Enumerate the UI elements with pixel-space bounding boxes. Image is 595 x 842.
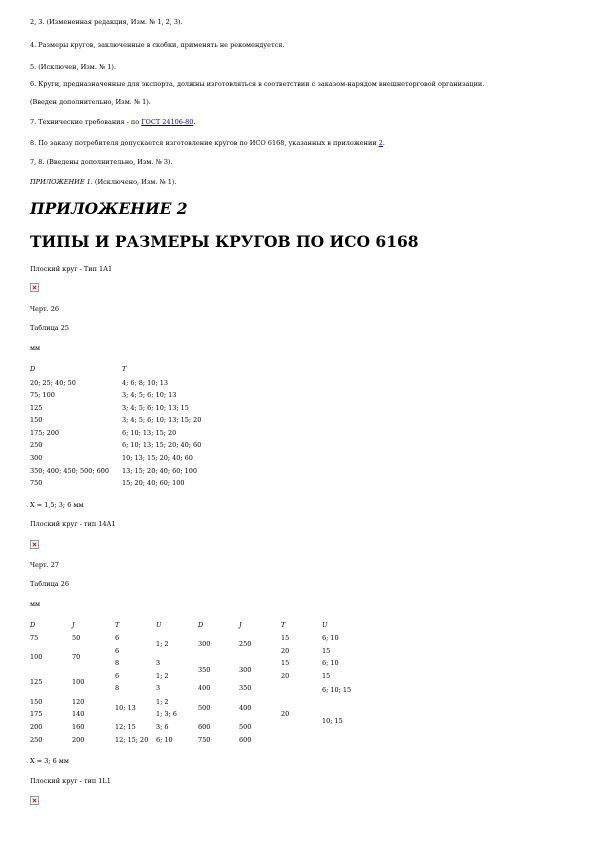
t26-j: 160 <box>72 723 85 731</box>
t26-t2: 15 <box>281 634 290 642</box>
t26-j: 120 <box>72 698 85 706</box>
t25-d: 350; 400; 450; 500; 600 <box>30 467 110 475</box>
section1-figure: Черт. 26 <box>30 305 60 313</box>
section2-note: X = 3; 6 мм <box>30 757 69 765</box>
t26-u: 3; 6 <box>156 723 169 731</box>
main-heading: ТИПЫ И РАЗМЕРЫ КРУГОВ ПО ИСО 6168 <box>30 232 419 251</box>
t26-u2: 6; 10 <box>322 659 339 667</box>
t26-j2: 500 <box>239 723 252 731</box>
t26-t: 6 <box>115 647 120 655</box>
col-header-d: D <box>198 621 204 629</box>
t26-u: 6; 10 <box>156 736 173 744</box>
t25-t: 15; 20; 40; 60; 100 <box>122 479 185 487</box>
appendix-heading: ПРИЛОЖЕНИЕ 2 <box>30 199 188 218</box>
t26-u2: 6; 10 <box>322 634 339 642</box>
section2-units: мм <box>30 600 41 608</box>
t26-d2: 300 <box>198 640 211 648</box>
col-header-t: T <box>122 365 127 373</box>
paragraph-2-3: 2, 3. (Измененная редакция, Изм. № 1, 2, 3). <box>30 18 183 26</box>
appendix-1-note: ПРИЛОЖЕНИЕ 1. (Исключено, Изм. № 1). <box>30 178 177 186</box>
col-header-u: U <box>322 621 328 629</box>
t25-t: 3; 4; 5; 6; 10; 13 <box>122 391 177 399</box>
t26-j: 100 <box>72 678 85 686</box>
t26-d: 75 <box>30 634 39 642</box>
t26-u: 1; 2 <box>156 640 169 648</box>
t26-u2: 6; 10; 15 <box>322 686 352 694</box>
t26-t: 12; 15; 20 <box>115 736 149 744</box>
paragraph-7: 7. Технические требования - по ГОСТ 24106-80. <box>30 118 196 126</box>
paragraph-6: 6. Круги, предназначенные для экспорта, должны изготовляться в соответствии с заказом-нарядом внешнеторговой организации. <box>30 80 485 88</box>
t25-d: 75; 100 <box>30 391 55 399</box>
gost-link[interactable]: ГОСТ 24106-80 <box>141 118 194 126</box>
t26-t2: 20 <box>281 672 290 680</box>
section1-units: мм <box>30 344 41 352</box>
section1-title: Плоский круг - Тип 1А1 <box>30 265 113 273</box>
t25-t: 10; 13; 15; 20; 40; 60 <box>122 454 193 462</box>
paragraph-4: 4. Размеры кругов, заключенные в скобки, применять не рекомендуется. <box>30 41 285 49</box>
t26-j2: 400 <box>239 704 252 712</box>
t26-t2: 20 <box>281 710 290 718</box>
t25-t: 6; 10; 13; 15; 20 <box>122 429 177 437</box>
broken-image-icon <box>30 540 39 549</box>
broken-image-icon <box>30 283 39 292</box>
broken-image-icon <box>30 796 39 805</box>
section3-title: Плоский круг - тип 1L1 <box>30 777 111 785</box>
t26-j2: 600 <box>239 736 252 744</box>
t26-u: 3 <box>156 684 161 692</box>
paragraph-7-8: 7, 8. (Введены дополнительно, Изм. № 3). <box>30 158 173 166</box>
col-header-t: T <box>115 621 120 629</box>
col-header-d: D <box>30 365 36 373</box>
t26-d: 150 <box>30 698 43 706</box>
t26-j: 50 <box>72 634 81 642</box>
t25-t: 3; 4; 5; 6; 10; 13; 15 <box>122 404 189 412</box>
t26-u2: 15 <box>322 672 331 680</box>
t26-u: 1; 2 <box>156 672 169 680</box>
t26-j2: 300 <box>239 666 252 674</box>
t26-t: 6 <box>115 634 120 642</box>
appendix-2-link[interactable]: 2 <box>378 139 383 147</box>
t26-d2: 500 <box>198 704 211 712</box>
t26-j: 140 <box>72 710 85 718</box>
t25-d: 20; 25; 40; 50 <box>30 379 76 387</box>
t26-d2: 750 <box>198 736 211 744</box>
section1-table-label: Таблица 25 <box>30 324 69 332</box>
t26-u: 1; 2 <box>156 698 169 706</box>
section2-figure: Черт. 27 <box>30 561 60 569</box>
t26-t: 8 <box>115 684 120 692</box>
t26-j: 70 <box>72 653 81 661</box>
t25-d: 175; 200 <box>30 429 60 437</box>
t26-j2: 250 <box>239 640 252 648</box>
section1-note: X = 1,5; 3; 6 мм <box>30 501 84 509</box>
col-header-j: J <box>239 621 242 629</box>
t26-t: 8 <box>115 659 120 667</box>
col-header-d: D <box>30 621 36 629</box>
t25-d: 125 <box>30 404 43 412</box>
t26-d: 125 <box>30 678 43 686</box>
t26-u2: 10; 15 <box>322 717 343 725</box>
col-header-u: U <box>156 621 162 629</box>
t25-t: 3; 4; 5; 6; 10; 13; 15; 20 <box>122 416 202 424</box>
t26-t: 12; 15 <box>115 723 136 731</box>
paragraph-5: 5. (Исключен, Изм. № 1). <box>30 63 116 71</box>
t26-d2: 350 <box>198 666 211 674</box>
t26-t2: 20 <box>281 647 290 655</box>
t25-t: 13; 15; 20; 40; 60; 100 <box>122 467 198 475</box>
t26-u: 1; 3; 6 <box>156 710 177 718</box>
t26-t2: 15 <box>281 659 290 667</box>
section2-title: Плоский круг - тип 14А1 <box>30 520 116 528</box>
col-header-t: T <box>281 621 286 629</box>
t26-d2: 600 <box>198 723 211 731</box>
t25-t: 6; 10; 13; 15; 20; 40; 60 <box>122 441 202 449</box>
paragraph-8: 8. По заказу потребителя допускается изготовление кругов по ИСО 6168, указанных в приложении 2. <box>30 139 385 147</box>
t26-j: 200 <box>72 736 85 744</box>
t26-t: 10; 13 <box>115 704 136 712</box>
t26-d: 250 <box>30 736 43 744</box>
t26-d: 175 <box>30 710 43 718</box>
t25-t: 4; 6; 8; 10; 13 <box>122 379 168 387</box>
t26-d: 100 <box>30 653 43 661</box>
t25-d: 300 <box>30 454 43 462</box>
t25-d: 150 <box>30 416 43 424</box>
col-header-j: J <box>72 621 75 629</box>
section2-table-label: Таблица 26 <box>30 580 69 588</box>
t26-d2: 400 <box>198 684 211 692</box>
t26-u2: 15 <box>322 647 331 655</box>
t25-d: 250 <box>30 441 43 449</box>
t26-d: 200 <box>30 723 43 731</box>
t26-t: 6 <box>115 672 120 680</box>
paragraph-6-note: (Введен дополнительно, Изм. № 1). <box>30 98 151 106</box>
t26-j2: 350 <box>239 684 252 692</box>
t26-u: 3 <box>156 659 161 667</box>
t25-d: 750 <box>30 479 43 487</box>
